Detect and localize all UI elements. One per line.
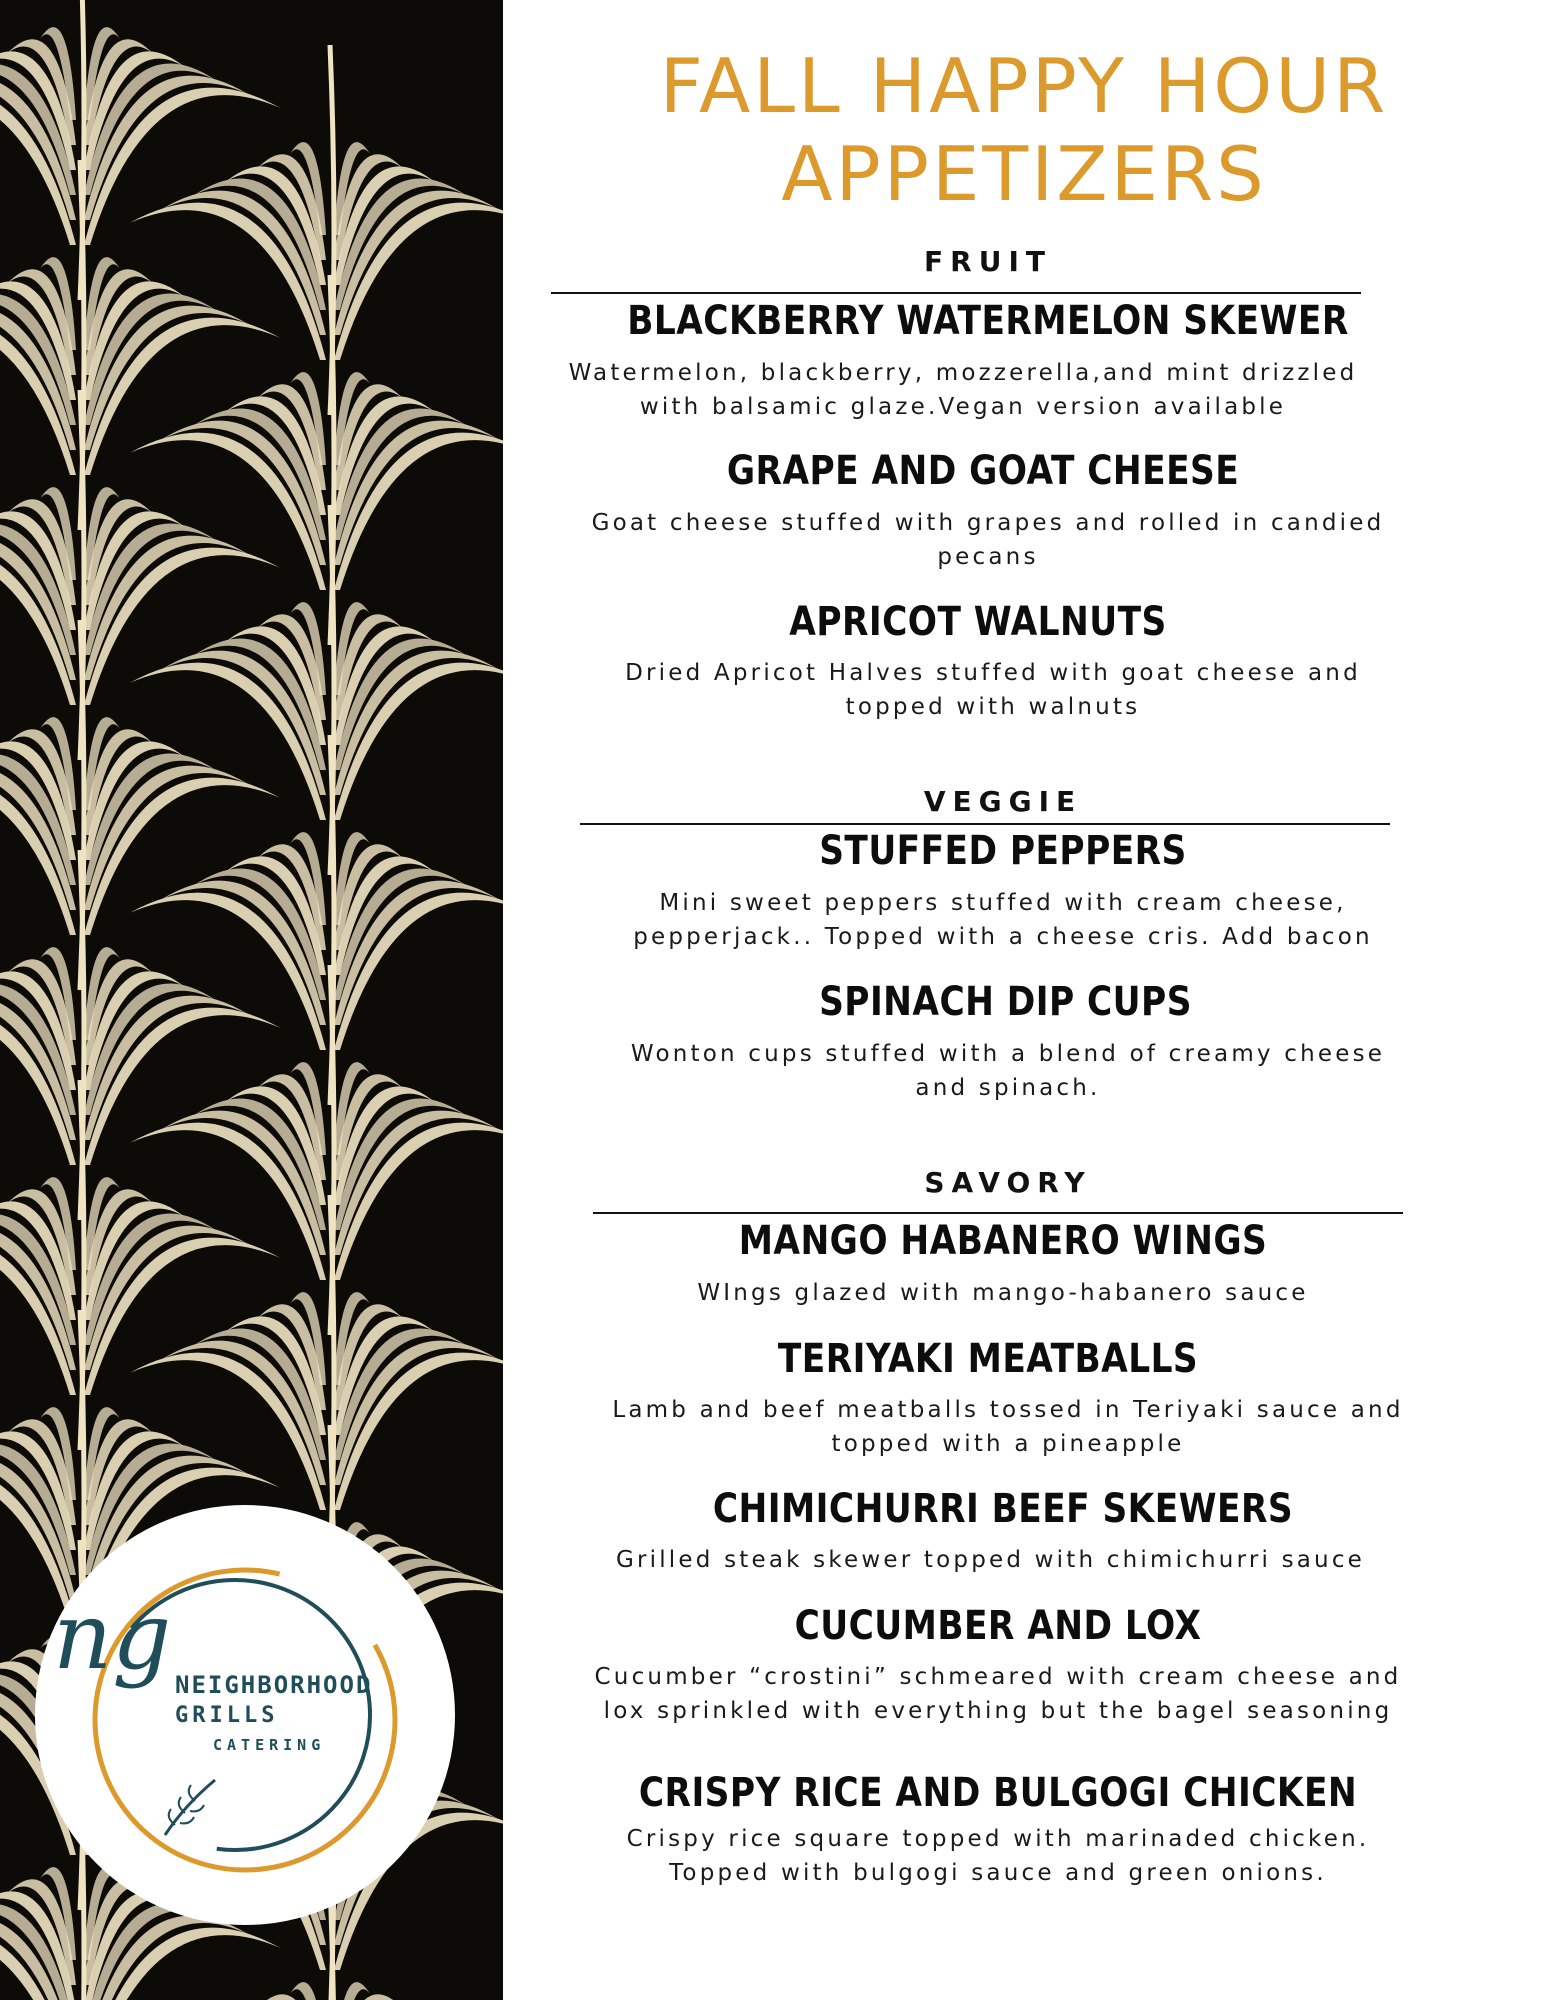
menu-title — [503, 42, 1545, 218]
item-desc-line: pepperjack.. Topped with a cheese cris. Add bacon — [633, 924, 1373, 950]
logo-grills: GRILLS — [175, 1703, 279, 1728]
item-desc — [503, 1393, 1513, 1461]
logo-catering: CATERING — [213, 1736, 326, 1754]
item-desc-line: Mini sweet peppers stuffed with cream cheese, — [659, 890, 1347, 916]
item-desc-line: Wonton cups stuffed with a blend of creamy cheese — [630, 1041, 1386, 1067]
item-desc — [503, 656, 1483, 724]
decorative-leaf-panel — [0, 0, 503, 2000]
item-desc-line: and spinach. — [915, 1075, 1101, 1101]
item-desc — [503, 1822, 1493, 1890]
item-desc-line: Goat cheese stuffed with grapes and rolled in candied — [591, 510, 1385, 536]
section-label-veggie: VEGGIE — [923, 785, 1083, 818]
section-divider-fruit — [551, 292, 1361, 294]
item-name: TERIYAKI MEATBALLS — [777, 1336, 1199, 1382]
item-desc — [503, 1276, 1503, 1310]
item-desc-line: Cucumber “crostini” schmeared with cream cheese and — [594, 1664, 1402, 1690]
item-name: BLACKBERRY WATERMELON SKEWER — [627, 298, 1349, 344]
item-name: MANGO HABANERO WINGS — [738, 1218, 1268, 1264]
section-label-savory: SAVORY — [924, 1166, 1092, 1199]
logo-monogram: ng — [53, 1583, 172, 1690]
item-name: GRAPE AND GOAT CHEESE — [726, 448, 1240, 494]
menu-title-line-1: FALL HAPPY HOUR — [659, 42, 1389, 130]
item-name: APRICOT WALNUTS — [789, 599, 1167, 645]
item-desc — [503, 506, 1473, 574]
section-divider-veggie — [580, 823, 1390, 825]
item-desc-line: Lamb and beef meatballs tossed in Teriyaki sauce and — [612, 1397, 1404, 1423]
item-desc — [503, 1660, 1493, 1728]
item-name: STUFFED PEPPERS — [819, 828, 1187, 874]
item-name: CUCUMBER AND LOX — [794, 1603, 1202, 1649]
item-desc-line: Dried Apricot Halves stuffed with goat cheese and — [625, 660, 1361, 686]
section-label-fruit: FRUIT — [924, 245, 1052, 278]
item-desc-line: Watermelon, blackberry, mozzerella,and mint drizzled — [568, 360, 1358, 386]
item-desc-line: Topped with bulgogi sauce and green onions. — [669, 1860, 1327, 1886]
item-desc — [503, 1543, 1478, 1577]
item-desc-line: pecans — [937, 544, 1039, 570]
item-desc-line: topped with walnuts — [845, 694, 1141, 720]
item-desc-line: with balsamic glaze.Vegan version available — [639, 394, 1287, 420]
item-desc — [503, 356, 1423, 424]
logo-name: NEIGHBORHOOD — [175, 1671, 373, 1699]
item-name: SPINACH DIP CUPS — [819, 979, 1192, 1025]
section-divider-savory — [593, 1212, 1403, 1214]
item-desc-line: topped with a pineapple — [831, 1431, 1185, 1457]
logo-badge — [35, 1505, 455, 1925]
menu-content — [503, 0, 1545, 2000]
item-desc-line: lox sprinkled with everything but the bagel seasoning — [603, 1698, 1393, 1724]
item-desc-line: Crispy rice square topped with marinaded chicken. — [626, 1826, 1370, 1852]
item-desc-line: Grilled steak skewer topped with chimichurri sauce — [615, 1547, 1366, 1573]
item-name: CHIMICHURRI BEEF SKEWERS — [712, 1486, 1294, 1532]
item-name: CRISPY RICE AND BULGOGI CHICKEN — [638, 1770, 1358, 1816]
item-desc-line: WIngs glazed with mango-habanero sauce — [697, 1280, 1309, 1306]
item-desc — [503, 886, 1503, 954]
menu-title-line-2: APPETIZERS — [781, 130, 1267, 218]
item-desc — [503, 1037, 1513, 1105]
